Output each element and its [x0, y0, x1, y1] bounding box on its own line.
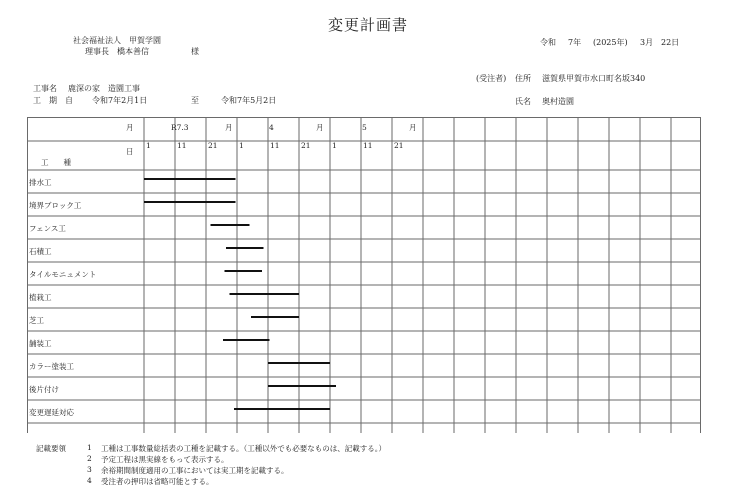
day-tick-label: 21	[394, 141, 404, 150]
task-name: カラー塗装工	[29, 362, 74, 371]
name-label: 氏名	[515, 97, 531, 106]
task-name: 舗装工	[29, 339, 52, 348]
period-start: 令和7年2月1日	[92, 96, 148, 105]
schedule-bars	[144, 179, 336, 409]
note-text-2: 予定工程は黒実線をもって表示する。	[101, 455, 229, 464]
note-number-2: 2	[87, 454, 92, 463]
note-number-3: 3	[87, 465, 92, 474]
addressee-person: 理事長 橋本善信	[85, 47, 149, 56]
task-name: フェンス工	[29, 224, 66, 233]
day-tick-label: 1	[146, 141, 151, 150]
day-tick-label: 21	[301, 141, 311, 150]
day-tick-label: 1	[332, 141, 337, 150]
month-label: 月	[409, 123, 417, 132]
schedule-grid	[27, 117, 701, 433]
document-title: 変更計画書	[327, 16, 408, 34]
project-name-label: 工事名	[33, 84, 57, 93]
date-era: 令和	[540, 38, 556, 47]
date-day: 22日	[661, 38, 680, 47]
month-label: R7.3	[171, 123, 189, 132]
month-label: 月	[225, 123, 233, 132]
schedule-header	[41, 123, 417, 167]
day-tick-label: 11	[177, 141, 187, 150]
task-name: 石積工	[29, 247, 52, 256]
note-text-4: 受注者の押印は省略可能とする。	[101, 477, 214, 486]
notes-heading: 記載要領	[36, 444, 66, 453]
day-tick-label: 21	[208, 141, 218, 150]
month-label: 月	[316, 123, 324, 132]
task-name: 境界ブロック工	[29, 201, 82, 210]
table-border	[28, 118, 701, 434]
schedule-table	[27, 117, 701, 433]
note-text-1: 工種は工事数量総括表の工種を記載する。（工種以外でも必要なものは、記載する。）	[101, 444, 386, 453]
day-tick-label: 11	[270, 141, 280, 150]
task-name: タイルモニュメント	[29, 270, 97, 279]
task-name: 後片付け	[29, 385, 59, 394]
date-month: 3月	[640, 38, 654, 47]
contractor-name: 奥村造園	[542, 97, 574, 106]
task-name: 芝工	[29, 316, 44, 325]
date-year: 7年	[568, 38, 582, 47]
month-label: 4	[269, 123, 274, 132]
task-name: 排水工	[29, 178, 52, 187]
day-tick-label: 1	[239, 141, 244, 150]
note-number-4: 4	[87, 476, 92, 485]
note-number-1: 1	[87, 443, 92, 452]
work-type-header: 工 種	[41, 158, 71, 167]
note-text-3: 余裕期間制度適用の工事においては実工期を記載する。	[101, 466, 289, 475]
period-label: 工 期 自	[33, 96, 73, 105]
day-header-label: 日	[126, 147, 134, 156]
task-name: 変更遅延対応	[29, 408, 74, 417]
addressee-org: 社会福祉法人 甲賀学園	[73, 36, 161, 45]
project-name: 鹿深の家 造園工事	[68, 84, 140, 93]
task-rows	[29, 177, 96, 417]
addressee-honorific: 様	[191, 47, 199, 56]
month-header-label: 月	[126, 123, 134, 132]
address-label: 住所	[515, 74, 531, 83]
day-tick-label: 11	[363, 141, 373, 150]
period-end: 令和7年5月2日	[221, 96, 277, 105]
contractor-role: (受注者)	[476, 74, 507, 83]
month-label: 5	[362, 123, 367, 132]
period-to-label: 至	[191, 96, 199, 105]
task-name: 植栽工	[29, 293, 52, 302]
contractor-address: 滋賀県甲賀市水口町名坂340	[542, 74, 646, 83]
date-year-western: (2025年)	[593, 38, 628, 47]
